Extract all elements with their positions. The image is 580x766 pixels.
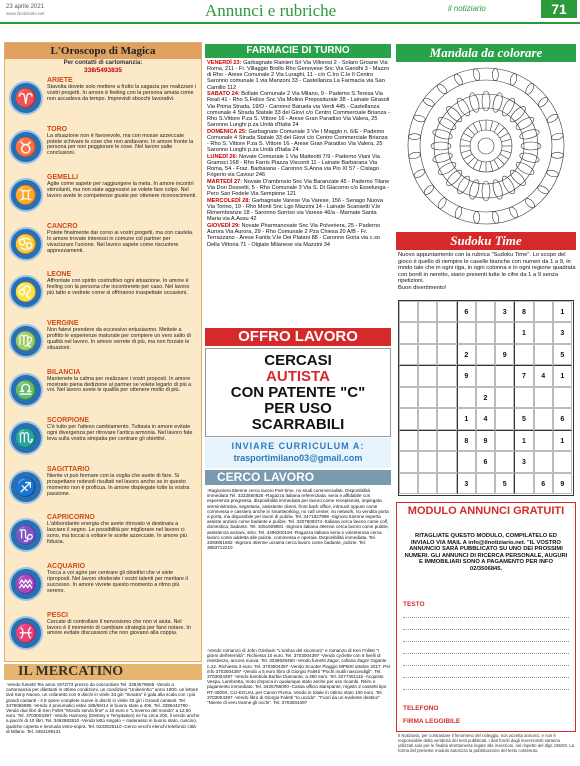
farmacia-text: Bollate Comunale 2 Via Milano, 9 - Pademo S.Teresa Via Reali 41 - Rho S.Felice Snc Via Molino Prepositurale 38 - Lainate Girasoli Via Prima Strada, 19/D - Caronno Baruela via Verdi 445 - Castellanza comunale 4 Strada Statale 33 del Giovi c/o Centro Commerciale Brianza - Rho S.Vittore P.za S. Vittore 16 - Arese Gran Paradiso Via Valera, 25 Saronno Lunghi p.za Unità d'Italia 24 xyxy=(207,91,390,129)
vendo-text: -Vendo romanzo di John Grisham "L'ombra del sicomoro" e romanzo di Ken Follett "I giorni dell'eternità". Richiesta 10 euro. Tel. 3703004397 -Vendo cyclette con 8 livelli di resistenza, ancora nuova. Tel. 3339628460 -Vendo fumetti Zagor, collana Zagor Gigante n.22. Richiesta 3 euro. Tel. 3703004397 -Vendo Scooter Piaggio MP500 ottobre 2017. Per info 3703004397 -Vendo a 5 euro libro di Giorgio Faletti "Pochi inutili nascondigli". Tel. 3703004397 -Vendo bambola Barbie Diamante, a 350 euro. Tel. 3277361115 -Acquisto Vespa, Lambretta, moto d'epoca in qualunque stato anche per uso ricambi. Ritiro e pagamento immediato. Tel. 3425756000 -Cassa ufficio stampante, registo 2 cassetti tipo RT-4000X, CLI-EGUAL per Canon Pixma. Vendo in totale in ottimo stato 100 euro. Tel. 3703004397 -Vendo libro di Giorgio Faletti "Io uccido". "Fuori da un evidente destino" "Niente di vero tranne gli occhi". Tel. 3703004397 xyxy=(207,648,391,706)
sudoku-cell[interactable]: 1 xyxy=(553,430,572,451)
oroscopo-subtitle: Per contatti di cartomanzia: xyxy=(63,60,143,66)
sign-scorpione xyxy=(7,417,199,466)
offer-line: PER USO xyxy=(264,400,332,417)
offer-line: CON PATENTE "C" xyxy=(230,384,366,401)
modulo-text: RITAGLIATE QUESTO MODULO, COMPILATELO ED INVIALO VIA MAIL A info@ilnotiziario.net. "IL VOSTRO ANNUNCIO SARÀ PUBBLICATO SU UNO DEI PROSSIMI NUMERI. GLI ANNUNCI DI RICERCA PERSONALE, AUGURI E IMMOBILIARI SONO A PAGAMENTO PER INFO 02/3506845. xyxy=(404,533,568,572)
sudoku-cell[interactable] xyxy=(495,365,514,386)
sudoku-cell[interactable] xyxy=(418,473,437,494)
sudoku-cell[interactable] xyxy=(495,322,514,343)
sudoku-cell[interactable]: 8 xyxy=(457,430,476,451)
farmacia-day: MERCOLEDÌ 28: xyxy=(207,197,251,204)
cv-email-link[interactable]: trasportimilano03@gmail.com xyxy=(233,453,363,463)
sign-text: Tocca a voi agire per centrare gli obiettivi che vi siete riproposti. Nel lavoro sfoderate i vostri talenti per meritare il successo. In amore vivrete questo momento a ritmo più sereno. xyxy=(47,570,188,594)
sudoku-cell[interactable] xyxy=(476,473,495,494)
sudoku-cell[interactable] xyxy=(476,322,495,343)
sudoku-cell[interactable]: 3 xyxy=(495,301,514,322)
sudoku-cell[interactable] xyxy=(553,451,572,472)
sudoku-cell[interactable]: 2 xyxy=(476,387,495,408)
sign-acquario xyxy=(7,563,199,612)
sign-name: VERGINE xyxy=(47,320,79,327)
sudoku-cell[interactable]: 3 xyxy=(514,451,533,472)
farmacia-text: Novate Pharmanovate Snc Via Polveriera, 25 - Paderno Aurora Via Aurora, 29 - Rho Comunale 2 Pza Chiesa 20 A/B - Fr. Terrazzano - Arese Fantis V.le Dei Platani 88 - Caronno Goria via c.so Della Vittoria 71 - Olgiate Milanese via Mazzini 34 xyxy=(207,223,381,248)
sudoku-cell[interactable] xyxy=(495,430,514,451)
farmacie-list xyxy=(207,60,391,248)
modulo-line[interactable] xyxy=(403,653,569,654)
sudoku-cell[interactable] xyxy=(399,451,418,472)
offer-line: SCARRABILI xyxy=(251,416,345,433)
mandala-title: Mandala da colorare xyxy=(396,44,576,62)
farmacia-entry xyxy=(207,223,391,248)
sign-name: SAGITTARIO xyxy=(47,465,90,473)
modulo-note: Il Notiziario, per contrastare il fenomeno del noleggio, non accetta annunci, e non è responsabile della veridicità dei testi pubblicati. I dati forniti dagli inserzionisti saranno utilizzati solo per le finalità strettamente legate alle inserzioni, nel rispetto del dlgs 196/03. La forma del presente modulo autorizza la pubblicazione del testo contenuto. xyxy=(398,733,575,753)
offro-lavoro-title: OFFRO LAVORO xyxy=(205,328,391,346)
sign-text: Cercate di controllare il nervosismo che non vi aiuta. Nel lavoro è il momento di cambiare strategia per farvi notare. In amore evitate discussioni che non giovano alla coppia. xyxy=(47,618,191,637)
farmacia-text: Novate Comunale 1 Via Matteotti 7/9 - Paderno Viani Via Gramsci 168 - Rho Farris Piazza Visconti 11 - Lainate Barbarana Via Roma, 54 - Fraz. Barbaiana - Caronno S.Anna via Pio XI 57 - Cislago Frigerio via Cavour 246 xyxy=(207,153,380,179)
header-divider xyxy=(0,22,580,24)
sudoku-cell[interactable]: 8 xyxy=(514,301,533,322)
sudoku-cell[interactable] xyxy=(399,430,418,451)
sign-name: LEONE xyxy=(47,271,72,279)
sudoku-cell[interactable] xyxy=(437,451,456,472)
farmacia-entry xyxy=(207,179,391,197)
sudoku-cell[interactable] xyxy=(418,301,437,322)
modulo-telefono-label: TELEFONO xyxy=(403,705,439,712)
sudoku-cell[interactable]: 4 xyxy=(534,365,553,386)
sign-vergine xyxy=(7,320,199,369)
sudoku-cell[interactable] xyxy=(437,322,456,343)
sudoku-cell[interactable]: 9 xyxy=(495,344,514,365)
header-site[interactable]: www.ilnotiziario.net xyxy=(6,11,45,16)
sudoku-cell[interactable] xyxy=(418,365,437,386)
sudoku-cell[interactable] xyxy=(514,473,533,494)
sudoku-cell[interactable] xyxy=(534,451,553,472)
sign-name: SCORPIONE xyxy=(47,417,90,425)
farmacia-day: MARTEDÌ 27: xyxy=(207,178,243,185)
modulo-line[interactable] xyxy=(403,629,569,630)
sudoku-grid xyxy=(398,300,574,496)
sudoku-cell[interactable] xyxy=(534,344,553,365)
sudoku-cell[interactable] xyxy=(399,322,418,343)
sudoku-cell[interactable] xyxy=(418,430,437,451)
sudoku-cell[interactable]: 1 xyxy=(514,322,533,343)
sign-name: PESCI xyxy=(47,611,69,619)
sudoku-cell[interactable] xyxy=(437,430,456,451)
sudoku-cell[interactable]: 9 xyxy=(476,430,495,451)
modulo-annunci xyxy=(396,502,576,732)
sudoku-cell[interactable]: 6 xyxy=(457,301,476,322)
sudoku-cell[interactable] xyxy=(495,387,514,408)
zodiac-pesci-icon: ♓ xyxy=(9,616,43,650)
zodiac-gemelli-icon: ♊ xyxy=(9,178,43,212)
page-number: 71 xyxy=(541,0,577,18)
sudoku-cell[interactable] xyxy=(399,301,418,322)
sign-ariete xyxy=(7,77,199,126)
zodiac-sagittario-icon: ♐ xyxy=(9,470,43,504)
sign-name: ACQUARIO xyxy=(47,563,86,570)
sudoku-cell[interactable] xyxy=(399,365,418,386)
sudoku-cell[interactable]: 3 xyxy=(553,322,572,343)
sign-text: Agite come sapete per raggiungere la meta. In amore incontri stimolanti, ma non siate aggressivi se volete fare colpo. Nel lavoro avete le competenze giuste per ottenere riconoscimenti. xyxy=(47,181,197,199)
sign-sagittario xyxy=(7,466,199,515)
zodiac-capricorno-icon: ♑ xyxy=(9,518,43,552)
sign-pesci xyxy=(7,612,199,661)
sudoku-cell[interactable] xyxy=(418,322,437,343)
sudoku-closing: Buon divertimento! xyxy=(398,284,447,291)
sudoku-cell[interactable] xyxy=(476,365,495,386)
farmacia-entry xyxy=(207,60,391,91)
cv-box xyxy=(205,438,391,468)
farmacia-entry xyxy=(207,198,391,223)
modulo-title: MODULO ANNUNCI GRATUITI xyxy=(407,505,565,517)
zodiac-toro-icon: ♉ xyxy=(9,130,43,164)
sign-name: TORO xyxy=(47,125,68,133)
oroscopo-section xyxy=(4,42,202,662)
sudoku-cell[interactable] xyxy=(534,430,553,451)
sign-cancro xyxy=(7,223,199,272)
mandala-image xyxy=(396,64,576,228)
zodiac-ariete-icon: ♈ xyxy=(9,81,43,115)
sudoku-cell[interactable]: 1 xyxy=(457,408,476,429)
sudoku-intro xyxy=(398,252,576,291)
mercatino-text: -Vendo fumetti Tex anno 1972/73 prezzo da concordare Tel. 3384579555 -Vendo a cartomanzia per dilettanti in ottime condizioni, un condizioni "Unikerinho" anno 1900, un lettore dvd Sony Nuovo, un cofanetto con 9 dischi in vinile 33 giri "Sinatra" è gala alla scala con i più grandi cantanti - 4 8 opere complete nuove in dischi in vinile 33 giri i Grandi cantanti. Tel. 3475065995 -Vendo 4 pneumatici estivi 185/65r14 in buono stato a 40€. Tel. 3396442780 -Vendo due libri di Ken Follet "Mondo senza fine" a 10 euro e "L'inverno del mondo" a 12,50 euro. Tel. 3703004397 -Vendo Harmony (Destiny e Temptation) ne ho circa 200, li vendo anche a pacchi di 10 libri. Tel. 3462882810 -Vendo letto singolo + materasso in buono stato, cuscino, qualche coperta e lenzuola vetro-sopra. Tel. 0233025110 -Cerco vecchi elenchi telefonici città di Milano. Tel. 3462199131 xyxy=(6,682,200,734)
sudoku-cell[interactable] xyxy=(399,387,418,408)
sudoku-cell[interactable] xyxy=(437,301,456,322)
sudoku-cell[interactable] xyxy=(418,344,437,365)
farmacia-day: LUNEDÌ 26: xyxy=(207,153,238,160)
sudoku-cell[interactable] xyxy=(399,408,418,429)
farmacia-text: Garbagnate Varese Via Varese, 156 - Senago Nuova Via Torino, 19 - Rho Monti Snc Lgo Mazzini 14 - Lainate Scansetti V.le Rimembranze 18 - Saronno Sorriso via Varese 46/a - Marnate Santa Maria via A.Assu 42 xyxy=(207,197,383,223)
sudoku-cell[interactable]: 1 xyxy=(514,430,533,451)
sudoku-intro-text: Nuovo appuntamento con la rubrica "Sudoku Time". Lo scopo del gioco è quello di riempire le caselle bianche con numeri da 1 a 9, in modo tale che in ogni riga, in ogni colonna e in ogni regione quadrata con bordi in neretto, siano presenti tutte le cifre da 1 a 9 senza ripetizioni. xyxy=(398,252,576,284)
sudoku-cell[interactable]: 6 xyxy=(534,473,553,494)
farmacia-day: DOMENICA 25: xyxy=(207,128,247,135)
sign-text: Potete finalmente dar corso ai vostri progetti, ma con cautela. In amore trovate interessi in comune col partner per vivacizzare l'unione. Nel lavoro sapete come riscuotere apprezzamenti. xyxy=(47,229,194,254)
sudoku-cell[interactable] xyxy=(437,344,456,365)
cerco-lavoro-title: CERCO LAVORO xyxy=(205,470,391,485)
sudoku-cell[interactable]: 6 xyxy=(476,451,495,472)
sudoku-cell[interactable]: 9 xyxy=(553,473,572,494)
sign-toro xyxy=(7,126,199,175)
sudoku-cell[interactable] xyxy=(418,408,437,429)
offer-line: AUTISTA xyxy=(266,368,330,385)
header-date: 23 aprile 2021 xyxy=(6,4,45,10)
sign-name: ARIETE xyxy=(47,77,73,84)
header-brand: il notiziario xyxy=(448,4,486,13)
sign-text: Niente vi può fermare con la voglia che avete di fare. Si prospettano notevoli risultati nel lavoro anche se in questo momento non è proficua. In amore dispiegate tutte la vostra passione. xyxy=(47,472,190,497)
farmacia-entry xyxy=(207,129,391,154)
sudoku-cell[interactable] xyxy=(418,451,437,472)
sudoku-cell[interactable]: 5 xyxy=(514,408,533,429)
zodiac-acquario-icon: ♒ xyxy=(9,567,43,601)
sign-gemelli xyxy=(7,174,199,223)
farmacia-text: Novate D'ambrosio Snc Via Baranzate 45 - Paderno Tilane Via Don Dossetti, 5 - Rho Comunale 3 Via S. Di Giacomo c/o Esselunga - Pero San Fedele Via Sempione 121 xyxy=(207,178,390,198)
modulo-firma-label: FIRMA LEGGIBILE xyxy=(403,718,461,725)
sudoku-cell[interactable]: 6 xyxy=(553,408,572,429)
sudoku-cell[interactable] xyxy=(553,387,572,408)
sudoku-cell[interactable]: 9 xyxy=(457,365,476,386)
zodiac-leone-icon: ♌ xyxy=(9,275,43,309)
modulo-line[interactable] xyxy=(403,665,569,666)
sign-text: Non fatevi prendere da eccessivo entusiasmo. Mettete a profitto le esperienze maturate per compiere un vero salto di qualità nel lavoro. In amore verrete di più, ma non forzate le situazioni. xyxy=(47,327,191,351)
sudoku-cell[interactable] xyxy=(437,365,456,386)
modulo-testo-label: TESTO xyxy=(403,601,425,608)
sign-text: C'è tutto per l'atteso cambiamento. Tuttavia in amore evitate ogni divergenza per ritrovare l'antica armonia. Nel lavoro fate leva sulla vostra simpatia per centrare gli obiettivi. xyxy=(47,424,193,442)
sudoku-cell[interactable] xyxy=(437,408,456,429)
sudoku-cell[interactable] xyxy=(457,322,476,343)
mercatino-title: IL MERCATINO xyxy=(4,664,202,680)
sign-capricorno xyxy=(7,514,199,563)
cv-label: INVIARE CURRICULUM A: xyxy=(231,441,365,451)
modulo-line[interactable] xyxy=(403,677,569,678)
offro-lavoro-box xyxy=(205,348,391,437)
sudoku-cell[interactable] xyxy=(534,301,553,322)
mandala-drawing xyxy=(396,64,576,228)
sudoku-cell[interactable]: 5 xyxy=(553,344,572,365)
farmacia-entry xyxy=(207,91,391,128)
sudoku-title: Sudoku Time xyxy=(396,232,576,250)
sudoku-cell[interactable] xyxy=(514,387,533,408)
farmacia-text: Garbagnate Comunale 3 Vie I Maggio n. 6/E - Pademo Comunale 4 Strada Statale 33 del Giovi c/o Centro Commerciale Brianza - Rho S. Vittore P.za S. Vittore 16 - Arese Gran Paradiso Via Valera, 25 Saronno Lunghi p.za Unità d'Italia 24 xyxy=(207,128,388,154)
zodiac-cancro-icon: ♋ xyxy=(9,227,43,261)
sign-name: CAPRICORNO xyxy=(47,514,95,522)
sign-text: La situazione non è favorevole, ma con mosse azzeccate potete schivare le cose che non andavano. In amore fronte la persona per non peggiorare le cose. Nel lavoro salte conclusioni. xyxy=(47,132,194,157)
sudoku-cell[interactable]: 1 xyxy=(553,301,572,322)
sudoku-cell[interactable] xyxy=(457,451,476,472)
sudoku-cell[interactable] xyxy=(495,408,514,429)
sudoku-cell[interactable] xyxy=(495,451,514,472)
sudoku-cell[interactable] xyxy=(514,344,533,365)
sign-name: GEMELLI xyxy=(47,174,79,182)
sudoku-cell[interactable]: 2 xyxy=(457,344,476,365)
sudoku-cell[interactable] xyxy=(476,301,495,322)
sudoku-cell[interactable] xyxy=(457,387,476,408)
sudoku-cell[interactable] xyxy=(399,344,418,365)
sudoku-cell[interactable] xyxy=(534,322,553,343)
sign-bilancia xyxy=(7,369,199,418)
sudoku-cell[interactable] xyxy=(437,387,456,408)
farmacia-text: Garbagnate Rainieri Srl Via Villoresi 2 - Solaro Groane Via Roma, 211 - Fr. Villaggio Brollo Rho Genovese Snc Via Gandhi 3 - Mazzo di Rho - Arese Comunale 2 Via Luraghi, 11 - c/o C.Iro C.le Il Centro Saronno comunale 1 via Manzoni 33 - Castellanza La Farmacia via San Camillo 112 xyxy=(207,60,390,91)
farmacie-title: FARMACIE DI TURNO xyxy=(205,44,391,58)
farmacia-day: GIOVEDÌ 29: xyxy=(207,223,240,230)
sign-text: L'abbondante energia che avete ritrovato vi destinata a lasciare il segno. Le possibilità per migliorare nel lavoro ci sono, ma toccai a voltare le scelte azzeccate. In amore più fiducia. xyxy=(47,521,187,546)
sign-text: Stavolta dovete solo mettere a frutto la sagacia per realizzare i vostri progetti. In amore è feeling con la persona amata come non accadeva da tempo. Imprevisti sbocchi lavorativi. xyxy=(47,84,197,102)
sign-text: Affrontate con spirito costruttivo ogni situazione. In amore è feeling con la persona che incontrerete per caso. Nel lavoro più tatto e vedrete come si offriranno inaspettate occasioni. xyxy=(47,278,190,297)
sudoku-cell[interactable]: 3 xyxy=(457,473,476,494)
sign-text: Mantenete la calma per realizzare i vostri proposti. In amore mostrate piena dedizione al partner se volete legarlo di più a voi. Nel lavoro avete le qualità per ottenere molto di più. xyxy=(47,375,192,394)
cerco-lavoro-text: -Ragioniera 56enne cerca lavoro Part-time, no studi commercialisti. Disponibilità immediata Tel. 3333560626 -Ragazza italiana referenziata, seria e affidabile con esperienza pregressa, disponibilità immediata per lavoro come receptionist, impiegata amministrativa, segretaria, assistente clienti, front back office, introuvit oppure come commessa e cassiera anche in smartworking, no call center, no network, no vendita porta a porta, ma disponibile per lavori di pulizia. Tel. 3471827898 -Signora 52enne esperta assiste anziani come badante e pulizie. Tel. 3207608374 -Italiana cerca lavoro come colf, domestica, badante. Tel. 3451609891 -Signora italiana 49enne cerca lavoro come pulizie, assistenza anziani, stiro. Tel. 3496200194 -Ragazza italiana seria e volenterosa cerca lavoro come addetta alle pulizie, commessa e operaia. Disponibilità immediata. Tel. 3393861582 -Signora 45enne ucraina cerca lavoro come badante, pulizie. Tel. 3883712210 xyxy=(207,488,389,551)
sudoku-cell[interactable]: 7 xyxy=(514,365,533,386)
offer-line: CERCASI xyxy=(264,352,332,369)
modulo-line[interactable] xyxy=(403,641,569,642)
farmacia-entry xyxy=(207,154,391,179)
oroscopo-phone[interactable]: 338/5493835 xyxy=(84,67,122,74)
modulo-line[interactable] xyxy=(403,617,569,618)
oroscopo-title: L'Oroscopo di Magica xyxy=(5,43,201,59)
sudoku-cell[interactable] xyxy=(476,344,495,365)
sudoku-cell[interactable] xyxy=(534,408,553,429)
sign-leone xyxy=(7,271,199,320)
sudoku-cell[interactable] xyxy=(418,387,437,408)
zodiac-vergine-icon: ♍ xyxy=(9,324,43,358)
zodiac-bilancia-icon: ♎ xyxy=(9,373,43,407)
sudoku-cell[interactable] xyxy=(437,473,456,494)
sudoku-cell[interactable] xyxy=(399,473,418,494)
page-title: Annunci e rubriche xyxy=(205,1,337,20)
sudoku-cell[interactable]: 4 xyxy=(476,408,495,429)
farmacia-day: SABATO 24: xyxy=(207,91,240,98)
zodiac-scorpione-icon: ♏ xyxy=(9,421,43,455)
sign-name: BILANCIA xyxy=(47,368,81,376)
sudoku-cell[interactable]: 1 xyxy=(553,365,572,386)
sudoku-cell[interactable] xyxy=(534,387,553,408)
sign-name: CANCRO xyxy=(47,222,78,230)
modulo-line[interactable] xyxy=(403,689,569,690)
farmacia-day: VENERDÌ 23: xyxy=(207,60,242,66)
sudoku-cell[interactable]: 5 xyxy=(495,473,514,494)
